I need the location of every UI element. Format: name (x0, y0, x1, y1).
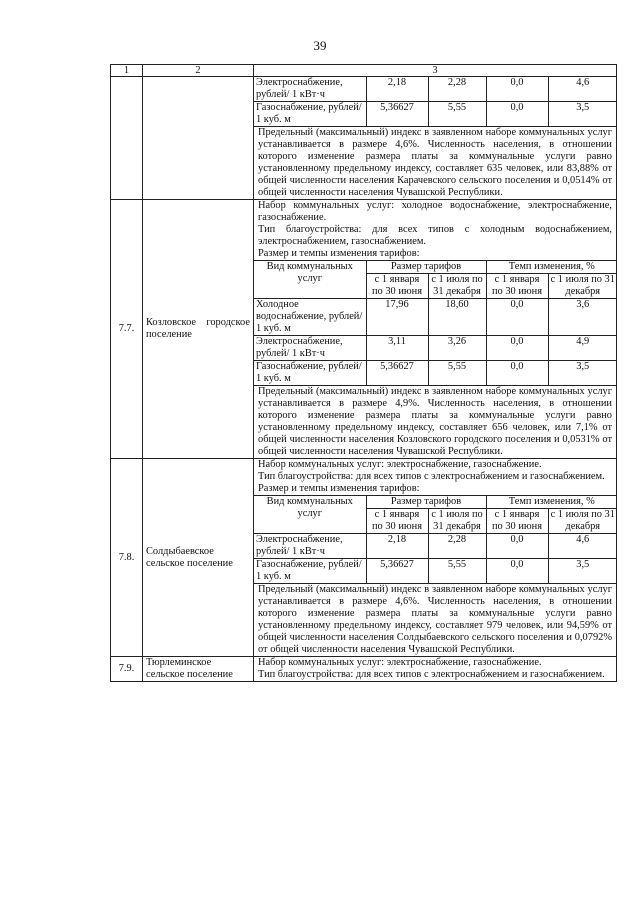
tariff-size-title: Размер и темпы изменения тарифов: (258, 248, 420, 259)
tariff-row (254, 534, 617, 559)
rate-value: 0,0 (486, 559, 548, 584)
period-header: с 1 июля по 31 декабря (548, 274, 617, 299)
tariff-row (254, 361, 617, 386)
improvement-type-text: Тип благоустройства: для всех типов с электроснабжением и газоснабжением. (258, 669, 605, 680)
section-row-7-9 (111, 657, 617, 682)
period-header: с 1 января по 30 июня (366, 274, 428, 299)
tariff-size-header: Размер тарифов (366, 496, 486, 509)
service-label: Газоснабжение, рублей/ 1 куб. м (254, 102, 366, 127)
rate-value: 0,0 (486, 77, 548, 102)
period-header: с 1 января по 30 июня (486, 509, 548, 534)
rate-value: 0,0 (486, 361, 548, 386)
page-number: 39 (313, 38, 327, 53)
rate-header: Темп изменения, % (486, 261, 617, 274)
tariff-value: 3,26 (428, 336, 486, 361)
rate-value: 3,5 (548, 361, 617, 386)
settlement-name: Тюрлеминское сельское поселение (143, 657, 254, 682)
tariff-value: 2,28 (428, 534, 486, 559)
section-row-7-7 (111, 200, 617, 459)
continuation-row (111, 77, 617, 200)
tariff-value: 17,96 (366, 299, 428, 336)
tariff-value: 18,60 (428, 299, 486, 336)
tariff-subtable (254, 260, 617, 386)
period-header: с 1 июля по 31 декабря (428, 274, 486, 299)
column-header-2: 2 (143, 65, 254, 77)
tariff-row (254, 559, 617, 584)
column-header-1: 1 (111, 65, 143, 77)
improvement-type-text: Тип благоустройства: для всех типов с электроснабжением и газоснабжением. (258, 471, 605, 482)
section-row-7-8 (111, 459, 617, 657)
service-label: Электроснабжение, рублей/ 1 кВт·ч (254, 534, 366, 559)
continuation-tariff-table (254, 77, 617, 127)
services-set-text: Набор коммунальных услуг: холодное водоснабжение, электроснабжение, газоснабжение. (258, 200, 612, 223)
tariff-value: 2,18 (366, 77, 428, 102)
period-header: с 1 января по 30 июня (366, 509, 428, 534)
column-header-3: 3 (254, 65, 617, 77)
rate-value: 4,6 (548, 77, 617, 102)
rate-value: 4,6 (548, 534, 617, 559)
kind-header: Вид коммунальных услуг (254, 261, 366, 299)
rate-header: Темп изменения, % (486, 496, 617, 509)
improvement-type-text: Тип благоустройства: для всех типов с холодным водоснабжением, электроснабжением, газоснабжением. (258, 224, 612, 247)
period-header: с 1 июля по 31 декабря (548, 509, 617, 534)
service-label: Холодное водоснабжение, рублей/ 1 куб. м (254, 299, 366, 336)
section-number: 7.9. (111, 657, 143, 682)
rate-value: 3,6 (548, 299, 617, 336)
tariff-value: 3,11 (366, 336, 428, 361)
services-set-text: Набор коммунальных услуг: электроснабжение, газоснабжение. (258, 657, 542, 668)
tariff-row (254, 77, 617, 102)
tariff-value: 5,36627 (366, 102, 428, 127)
service-label: Электроснабжение, рублей/ 1 кВт·ч (254, 336, 366, 361)
tariff-row (254, 336, 617, 361)
tariff-value: 5,55 (428, 361, 486, 386)
period-header: с 1 января по 30 июня (486, 274, 548, 299)
tariff-value: 5,36627 (366, 361, 428, 386)
tariff-value: 5,55 (428, 559, 486, 584)
services-set-text: Набор коммунальных услуг: электроснабжение, газоснабжение. (258, 459, 542, 470)
rate-value: 3,5 (548, 102, 617, 127)
tariff-value: 2,28 (428, 77, 486, 102)
period-header: с 1 июля по 31 декабря (428, 509, 486, 534)
tariff-value: 2,18 (366, 534, 428, 559)
service-label: Электроснабжение, рублей/ 1 кВт·ч (254, 77, 366, 102)
tariff-subtable (254, 495, 617, 584)
kind-header: Вид коммунальных услуг (254, 496, 366, 534)
rate-value: 0,0 (486, 336, 548, 361)
settlement-name: Козловское городское поселение (143, 200, 254, 459)
tariff-value: 5,36627 (366, 559, 428, 584)
rate-value: 0,0 (486, 102, 548, 127)
tariff-table (110, 64, 617, 682)
rate-value: 0,0 (486, 534, 548, 559)
max-index-text: Предельный (максимальный) индекс в заявленном наборе коммунальных услуг устанавливается в размере 4,9%. Численность населения, в отношении которого изменение размера платы за коммунальные услуги равно установленному предельному индексу, составляет 656 человек, или 7,1% от общей численности населения Козловского городского поселения и 0,0531% от общей численности населения Чувашской Республики. (258, 386, 612, 457)
column-header-row (111, 65, 617, 77)
section-number: 7.8. (111, 459, 143, 657)
section-number: 7.7. (111, 200, 143, 459)
max-index-text: Предельный (максимальный) индекс в заявленном наборе коммунальных услуг устанавливается в размере 4,6%. Численность населения, в отношении которого изменение размера платы за коммунальные услуги равно установленному предельному индексу, составляет 979 человек, или 94,59% от общей численности населения Солдыбаевского сельского поселения и 0,0792% от общей численности населения Чувашской Республики. (258, 584, 612, 655)
rate-value: 0,0 (486, 299, 548, 336)
tariff-row (254, 102, 617, 127)
service-label: Газоснабжение, рублей/ 1 куб. м (254, 559, 366, 584)
tariff-size-title: Размер и темпы изменения тарифов: (258, 483, 420, 494)
tariff-row (254, 299, 617, 336)
service-label: Газоснабжение, рублей/ 1 куб. м (254, 361, 366, 386)
settlement-name: Солдыбаевское сельское поселение (143, 459, 254, 657)
max-index-text: Предельный (максимальный) индекс в заявленном наборе коммунальных услуг устанавливается в размере 4,6%. Численность населения, в отношении которого изменение размера платы за коммунальные услуги равно установленному предельному индексу, составляет 635 человек, или 83,88% от общей численности населения Карачевского сельского поселения и 0,0514% от общей численности населения Чувашской Республики. (258, 127, 612, 198)
tariff-value: 5,55 (428, 102, 486, 127)
tariff-size-header: Размер тарифов (366, 261, 486, 274)
rate-value: 3,5 (548, 559, 617, 584)
rate-value: 4,9 (548, 336, 617, 361)
